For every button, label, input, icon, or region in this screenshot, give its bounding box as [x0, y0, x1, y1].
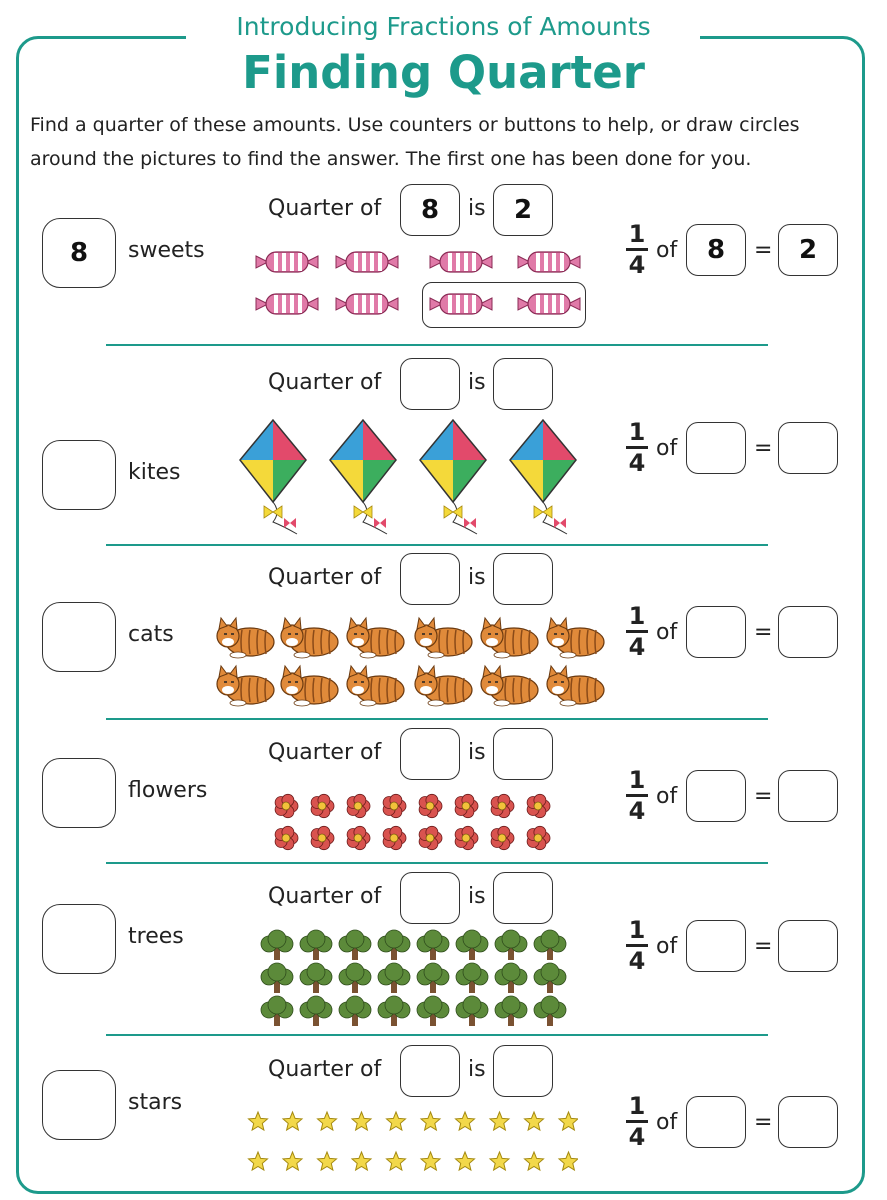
kite-icon: [240, 420, 306, 534]
sweet-icon: [336, 252, 398, 272]
row-divider: [106, 344, 768, 346]
instructions-text: Find a quarter of these amounts. Use counters or buttons to help, or draw circles around the pictures to find the answer. The first one has been done for you.: [30, 114, 800, 170]
flower-icon: [419, 794, 442, 817]
flower-icon: [275, 794, 298, 817]
tree-icon: [300, 963, 332, 993]
sweet-icon: [518, 252, 580, 272]
flower-icon: [455, 794, 478, 817]
flower-icon: [491, 826, 514, 849]
star-icon: [283, 1152, 302, 1170]
tree-icon: [495, 996, 527, 1026]
cat-icon: [217, 666, 274, 706]
row-kites-equals-label: =: [754, 436, 773, 461]
flower-icon: [347, 794, 370, 817]
tree-icon: [534, 996, 566, 1026]
row-cats-fraction-answer[interactable]: [778, 606, 838, 658]
worksheet-title: Finding Quarter: [242, 46, 645, 99]
row-flowers-quarter-input[interactable]: [400, 728, 460, 780]
flower-icon: [419, 826, 442, 849]
flower-icon: [383, 826, 406, 849]
star-icon: [249, 1112, 268, 1130]
star-icon: [456, 1112, 475, 1130]
row-cats-fraction: 1 4: [624, 604, 650, 659]
row-trees-fraction-input[interactable]: [686, 920, 746, 972]
star-icon: [249, 1152, 268, 1170]
row-divider: [106, 718, 768, 720]
row-flowers-fraction: 1 4: [624, 768, 650, 823]
row-kites-is-label: is: [468, 370, 486, 395]
tree-icon: [261, 996, 293, 1026]
row-stars-quarter-answer[interactable]: [493, 1045, 553, 1097]
row-stars-amount-box[interactable]: [42, 1070, 116, 1140]
row-cats-quarter-answer[interactable]: [493, 553, 553, 605]
star-icon: [283, 1112, 302, 1130]
row-trees-fraction: 1 4: [624, 918, 650, 973]
cat-icon: [547, 666, 604, 706]
flowers-picture-group: [270, 790, 556, 854]
row-divider: [106, 544, 768, 546]
flower-icon: [527, 826, 550, 849]
row-flowers-amount-box[interactable]: [42, 758, 116, 828]
row-stars-is-label: is: [468, 1057, 486, 1082]
tree-icon: [495, 963, 527, 993]
tree-icon: [417, 996, 449, 1026]
row-trees-quarter-of-label: Quarter of: [268, 884, 382, 909]
row-kites-quarter-of-label: Quarter of: [268, 370, 382, 395]
tree-icon: [300, 996, 332, 1026]
row-trees-amount-box[interactable]: [42, 904, 116, 974]
tree-icon: [339, 963, 371, 993]
row-cats-is-label: is: [468, 565, 486, 590]
trees-picture-group: [254, 928, 572, 1028]
cat-icon: [347, 618, 404, 658]
star-icon: [387, 1152, 406, 1170]
star-icon: [559, 1112, 578, 1130]
row-stars-quarter-input[interactable]: [400, 1045, 460, 1097]
tree-icon: [300, 930, 332, 960]
sweet-icon: [336, 294, 398, 314]
tree-icon: [534, 930, 566, 960]
row-stars-of-label: of: [656, 1110, 678, 1135]
kite-icon: [510, 420, 576, 534]
flower-icon: [455, 826, 478, 849]
cat-icon: [415, 666, 472, 706]
star-icon: [318, 1152, 337, 1170]
tree-icon: [417, 930, 449, 960]
row-flowers-equals-label: =: [754, 784, 773, 809]
row-trees-quarter-input[interactable]: [400, 872, 460, 924]
row-kites-fraction: 1 4: [624, 420, 650, 475]
worksheet-subtitle: Introducing Fractions of Amounts: [236, 12, 651, 41]
flower-icon: [383, 794, 406, 817]
tree-icon: [417, 963, 449, 993]
flower-icon: [311, 794, 334, 817]
row-sweets-label: sweets: [128, 238, 205, 263]
cats-picture-group: [214, 614, 610, 708]
row-trees-label: trees: [128, 924, 184, 949]
row-sweets-fraction: 1 4: [624, 222, 650, 277]
star-icon: [456, 1152, 475, 1170]
row-stars-fraction-answer[interactable]: [778, 1096, 838, 1148]
row-cats-quarter-of-label: Quarter of: [268, 565, 382, 590]
star-icon: [490, 1112, 509, 1130]
row-trees-quarter-answer[interactable]: [493, 872, 553, 924]
tree-icon: [261, 963, 293, 993]
tree-icon: [456, 963, 488, 993]
tree-icon: [378, 996, 410, 1026]
row-flowers-fraction-input[interactable]: [686, 770, 746, 822]
flower-icon: [347, 826, 370, 849]
tree-icon: [339, 930, 371, 960]
row-sweets-equals-label: =: [754, 238, 773, 263]
cat-icon: [547, 618, 604, 658]
kites-picture-group: [236, 418, 596, 536]
row-flowers-of-label: of: [656, 784, 678, 809]
row-cats-equals-label: =: [754, 620, 773, 645]
row-trees-is-label: is: [468, 884, 486, 909]
row-kites-of-label: of: [656, 436, 678, 461]
kite-icon: [420, 420, 486, 534]
cat-icon: [281, 618, 338, 658]
row-trees-of-label: of: [656, 934, 678, 959]
star-icon: [421, 1112, 440, 1130]
row-divider: [106, 1034, 768, 1036]
row-sweets-fraction-input[interactable]: 8: [686, 224, 746, 276]
row-flowers-fraction-answer[interactable]: [778, 770, 838, 822]
row-cats-quarter-input[interactable]: [400, 553, 460, 605]
row-sweets-fraction-answer[interactable]: 2: [778, 224, 838, 276]
row-trees-equals-label: =: [754, 934, 773, 959]
cat-icon: [481, 666, 538, 706]
row-stars-quarter-of-label: Quarter of: [268, 1057, 382, 1082]
row-cats-label: cats: [128, 622, 174, 647]
star-icon: [525, 1152, 544, 1170]
row-stars-equals-label: =: [754, 1110, 773, 1135]
tree-icon: [378, 930, 410, 960]
tree-icon: [339, 996, 371, 1026]
sweet-icon: [430, 252, 492, 272]
row-sweets-quarter-answer[interactable]: 2: [493, 184, 553, 236]
stars-picture-group: [244, 1108, 578, 1178]
tree-icon: [261, 930, 293, 960]
star-icon: [387, 1112, 406, 1130]
tree-icon: [534, 963, 566, 993]
tree-icon: [456, 996, 488, 1026]
row-sweets-quarter-of-label: Quarter of: [268, 196, 382, 221]
kite-icon: [330, 420, 396, 534]
row-cats-of-label: of: [656, 620, 678, 645]
row-kites-quarter-answer[interactable]: [493, 358, 553, 410]
flower-icon: [527, 794, 550, 817]
star-icon: [525, 1112, 544, 1130]
cat-icon: [415, 618, 472, 658]
star-icon: [352, 1112, 371, 1130]
flower-icon: [311, 826, 334, 849]
row-sweets-is-label: is: [468, 196, 486, 221]
row-stars-label: stars: [128, 1090, 183, 1115]
row-stars-fraction: 1 4: [624, 1094, 650, 1149]
sweet-icon: [256, 294, 318, 314]
star-icon: [352, 1152, 371, 1170]
sweet-icon: [256, 252, 318, 272]
flower-icon: [275, 826, 298, 849]
row-trees-fraction-answer[interactable]: [778, 920, 838, 972]
tree-icon: [495, 930, 527, 960]
cat-icon: [481, 618, 538, 658]
row-sweets-amount-box[interactable]: 8: [42, 218, 116, 288]
row-sweets-of-label: of: [656, 238, 678, 263]
star-icon: [490, 1152, 509, 1170]
row-flowers-is-label: is: [468, 740, 486, 765]
row-kites-quarter-input[interactable]: [400, 358, 460, 410]
row-divider: [106, 862, 768, 864]
star-icon: [421, 1152, 440, 1170]
row-kites-amount-box[interactable]: [42, 440, 116, 510]
row-kites-fraction-input[interactable]: [686, 422, 746, 474]
row-sweets-quarter-input[interactable]: 8: [400, 184, 460, 236]
cat-icon: [347, 666, 404, 706]
row-cats-amount-box[interactable]: [42, 602, 116, 672]
sweets-circled-group: [422, 282, 586, 328]
row-stars-fraction-input[interactable]: [686, 1096, 746, 1148]
row-cats-fraction-input[interactable]: [686, 606, 746, 658]
row-flowers-quarter-of-label: Quarter of: [268, 740, 382, 765]
row-kites-label: kites: [128, 460, 181, 485]
star-icon: [318, 1112, 337, 1130]
tree-icon: [378, 963, 410, 993]
row-kites-fraction-answer[interactable]: [778, 422, 838, 474]
row-flowers-label: flowers: [128, 778, 208, 803]
tree-icon: [456, 930, 488, 960]
cat-icon: [217, 618, 274, 658]
row-flowers-quarter-answer[interactable]: [493, 728, 553, 780]
star-icon: [559, 1152, 578, 1170]
flower-icon: [491, 794, 514, 817]
cat-icon: [281, 666, 338, 706]
